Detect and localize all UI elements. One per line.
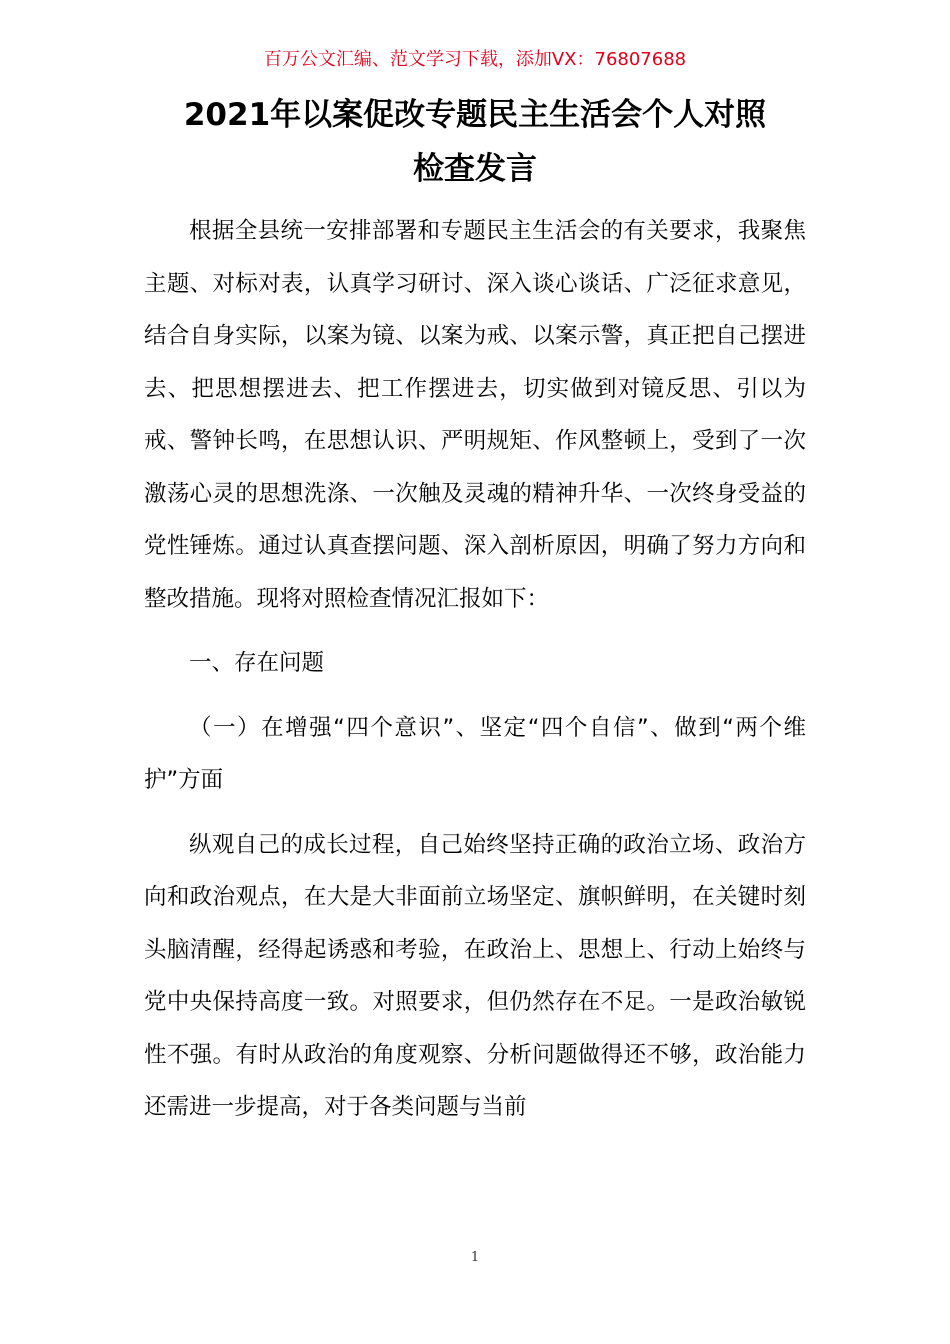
section-heading: 一、存在问题 bbox=[189, 650, 325, 676]
title-line-2: 检查发言 bbox=[413, 151, 537, 187]
page-number: 1 bbox=[470, 1250, 480, 1265]
title-line-1: 2021年以案促改专题民主生活会个人对照 bbox=[183, 97, 767, 133]
document-title bbox=[140, 88, 810, 196]
header-note: 百万公文汇编、范文学习下载，添加VX：76807688 bbox=[263, 49, 687, 70]
document-body bbox=[144, 205, 806, 1134]
intro-paragraph: 根据全县统一安排部署和专题民主生活会的有关要求，我聚焦主题、对标对表，认真学习研讨、深入谈心谈话、广泛征求意见，结合自身实际，以案为镜、以案为戒、以案示警，真正把自己摆进去、把思想摆进去、把工作摆进去，切实做到对镜反思、引以为戒、警钟长鸣，在思想认识、严明规矩、作风整顿上，受到了一次激荡心灵的思想洗涤、一次触及灵魂的精神升华、一次终身受益的党性锤炼。通过认真查摆问题、深入剖析原因，明确了努力方向和整改措施。现将对照检查情况汇报如下： bbox=[144, 218, 806, 612]
subsection-heading: （一）在增强“四个意识”、坚定“四个自信”、做到“两个维护”方面 bbox=[144, 714, 806, 793]
body-paragraph: 纵观自己的成长过程，自己始终坚持正确的政治立场、政治方向和政治观点，在大是大非面前立场坚定、旗帜鲜明，在关键时刻头脑清醒，经得起诱惑和考验，在政治上、思想上、行动上始终与党中央保持高度一致。对照要求，但仍然存在不足。一是政治敏锐性不强。有时从政治的角度观察、分析问题做得还不够，政治能力还需进一步提高，对于各类问题与当前 bbox=[144, 831, 806, 1120]
